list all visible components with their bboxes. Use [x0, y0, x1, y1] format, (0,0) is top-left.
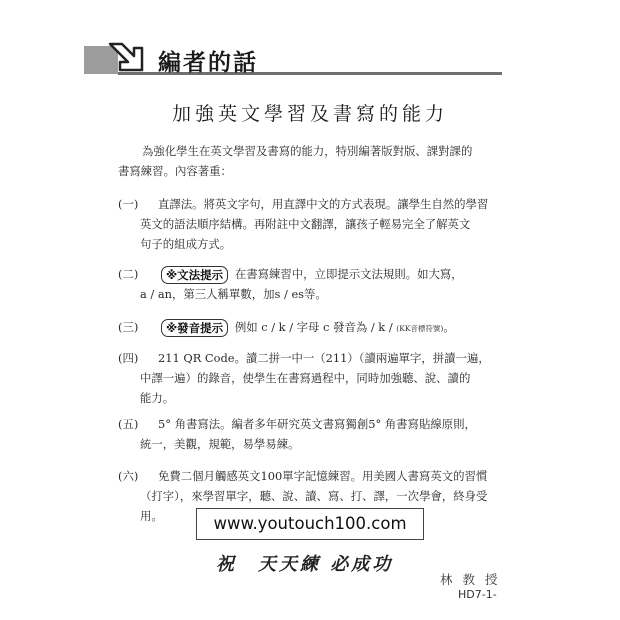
item-line: 句子的組成方式。	[140, 237, 232, 251]
closing-phrase: 祝 天天練 必成功	[216, 554, 394, 575]
author-name: 林 教 授	[440, 572, 501, 587]
item-line: 能力。	[140, 391, 175, 405]
website-url[interactable]: www.youtouch100.com	[196, 508, 424, 540]
item-line: 用。	[140, 509, 163, 523]
item-number: (三)	[118, 320, 139, 334]
list-item-4	[118, 348, 508, 408]
item-end-mark: 。	[443, 320, 455, 334]
item-line: 211 QR Code。讀二拼一中一（211）（讀兩遍單字，拼讀一遍，	[158, 351, 490, 365]
kk-note: (KK音標符號)	[396, 324, 444, 333]
header-title: 編者的話	[158, 50, 258, 76]
item-line: 英文的語法順序結構。再附註中文翻譯，讓孩子輕易完全了解英文	[140, 217, 471, 231]
pointing-hand-icon	[106, 40, 150, 76]
list-item-1	[118, 194, 508, 254]
item-line: a / an，第三人稱單數，加s / es等。	[140, 287, 327, 301]
item-line: 直譯法。將英文字句，用直譯中文的方式表現。讓學生自然的學習	[158, 197, 489, 211]
list-item-5	[118, 414, 508, 454]
grammar-tip-badge: ※文法提示	[161, 266, 228, 284]
item-line: 統一，美觀，規範，易學易練。	[140, 437, 300, 451]
item-line: 免費二個月觸感英文100單字記憶練習。用美國人書寫英文的習慣	[158, 469, 488, 483]
item-number: (一)	[118, 197, 139, 211]
item-line: 中譯一遍）的錄音，使學生在書寫過程中，同時加強聽、說、讀的	[140, 371, 471, 385]
item-line: 5° 角書寫法。編者多年研究英文書寫獨創5° 角書寫貼線原則，	[158, 417, 476, 431]
item-line	[158, 317, 508, 339]
list-item-2	[118, 264, 508, 304]
item-number: (四)	[118, 351, 139, 365]
item-line: （打字），來學習單字，聽、說、讀、寫、打、譯，一次學會，終身受	[140, 489, 488, 503]
item-number: (二)	[118, 267, 139, 281]
item-number: (五)	[118, 417, 139, 431]
intro-line: 為強化學生在英文學習及書寫的能力，特別編著版對版、課對課的	[142, 144, 473, 158]
item-text: 例如 c / k / 字母 c 發音為 / k /	[234, 320, 393, 334]
item-text: 在書寫練習中，立即提示文法規則。如大寫，	[234, 267, 463, 281]
pronunciation-tip-badge: ※發音提示	[161, 319, 228, 337]
intro-paragraph	[118, 142, 503, 181]
page-title: 加強英文學習及書寫的能力	[171, 103, 448, 125]
page-code: HD7-1-	[458, 588, 497, 601]
item-number: (六)	[118, 469, 139, 483]
item-line	[158, 264, 508, 284]
list-item-3	[118, 317, 508, 339]
intro-line: 書寫練習。內容著重：	[118, 163, 232, 178]
